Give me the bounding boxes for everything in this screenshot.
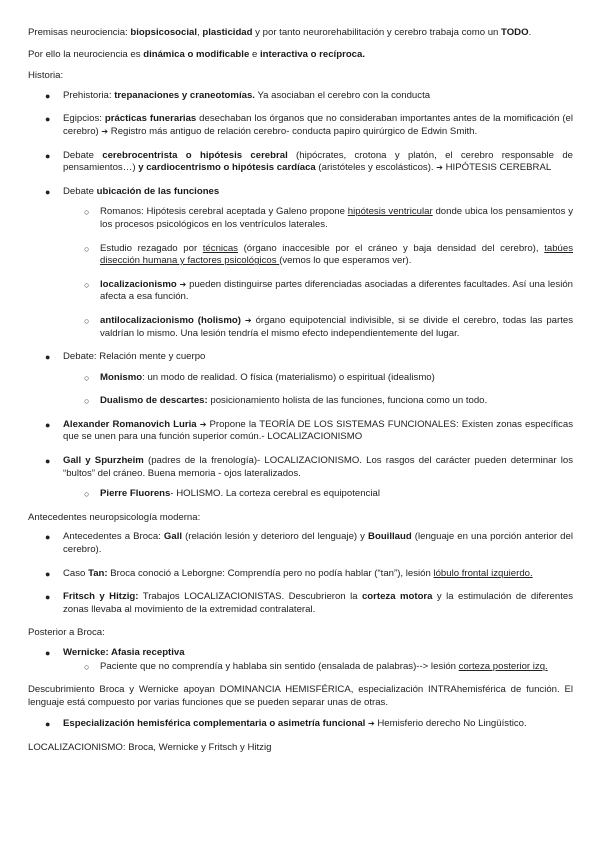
sub-list-item [28, 206, 573, 231]
text: - HOLISMO. La corteza cerebral es equipotencial [170, 488, 380, 500]
text: (lenguaje en una porción anterior del cerebro). [63, 531, 573, 556]
bold-text: interactiva o recíproca. [259, 48, 366, 60]
hollow-bullet-icon: ○ [84, 243, 90, 254]
dominancia-paragraph: Descubrimiento Broca y Wernicke apoyan DOMINANCIA HEMISFÉRICA, especialización INTRAhemisférica de función. El lenguaje está compuesto por varias funciones que se pueden separar unas de otras. [28, 684, 573, 708]
sub-list-item [28, 279, 573, 304]
list-item [28, 150, 573, 175]
bold-text: localizacionismo [100, 278, 180, 290]
text: , [197, 27, 203, 38]
sub-list [28, 488, 573, 501]
bold-text: trepanaciones y craneotomías. [114, 89, 255, 101]
document-page [28, 27, 573, 764]
text: posicionamiento holista de las funciones, funciona como un todo. [207, 395, 488, 407]
text: Debate [63, 185, 97, 197]
text: . [528, 27, 532, 38]
historia-list [28, 90, 573, 501]
text: y por tanto neurorehabilitación y cerebro trabaja como un [252, 27, 502, 38]
bold-text: Alexander Romanovich Luria [63, 418, 200, 430]
hollow-bullet-icon: ○ [84, 396, 90, 407]
bullet-icon: ● [45, 532, 51, 543]
bullet-icon: ● [45, 90, 51, 101]
bold-text: Tan: [88, 567, 108, 579]
underlined-text: corteza posterior izq. [458, 660, 548, 672]
bold-text: prácticas funerarias [104, 113, 197, 125]
text: donde ubica los pensamientos y los procesos psicológicos en los ventrículos laterales. [100, 206, 573, 230]
text: HIPÓTESIS CEREBRAL [442, 162, 552, 174]
bold-text: Gall y Spurzheim [63, 455, 144, 467]
sub-list [28, 372, 573, 408]
sub-list [28, 206, 573, 340]
sub-list-item [28, 661, 573, 674]
posterior-heading: Posterior a Broca: [28, 627, 105, 639]
list-item [28, 718, 573, 731]
hollow-bullet-icon: ○ [84, 489, 90, 500]
text: e [249, 48, 260, 60]
bullet-icon: ● [45, 352, 51, 363]
premisas-paragraph [28, 27, 573, 40]
sub-list-item [28, 372, 573, 385]
arrow-icon: ➔ [199, 419, 207, 429]
hollow-bullet-icon: ○ [84, 279, 90, 290]
text: Ya asociaban el cerebro con la conducta [254, 89, 431, 101]
text: Caso [63, 567, 89, 579]
hollow-bullet-icon: ○ [84, 661, 90, 672]
bold-text: plasticidad [202, 27, 253, 38]
bold-text: Wernicke: Afasia receptiva [63, 647, 185, 658]
text: Estudio rezagado por [100, 242, 203, 254]
list-item [28, 113, 573, 138]
bold-text: TODO [501, 27, 529, 38]
list-item [28, 90, 573, 103]
hollow-bullet-icon: ○ [84, 315, 90, 326]
antecedentes-heading: Antecedentes neuropsicología moderna: [28, 511, 201, 523]
text: (relación lesión y deterioro del lenguaje) y [182, 531, 369, 543]
underlined-text: hipótesis ventricular [347, 206, 433, 218]
bullet-icon: ● [45, 419, 51, 430]
text: (aristóteles y escolásticos). [315, 162, 437, 174]
bold-text: Fritsch y Hitzig: [63, 591, 139, 603]
list-item [28, 351, 573, 408]
bold-text: y cardiocentrismo o hipótesis cardíaca [138, 162, 316, 174]
underlined-text: lóbulo frontal izquierdo. [433, 567, 533, 579]
bullet-icon: ● [45, 150, 51, 161]
bold-text: Monismo [100, 371, 143, 383]
text: Prehistoria: [63, 89, 115, 101]
underlined-text: técnicas [202, 242, 238, 254]
list-item [28, 647, 573, 673]
arrow-icon: ➔ [436, 163, 443, 173]
sub-list-item [28, 395, 573, 408]
list-item [28, 591, 573, 616]
underlined-text: tabúes disección humana y factores psicológicos [100, 242, 573, 267]
text: Egipcios: [63, 113, 105, 125]
text: Paciente que no comprendía y hablaba sin sentido (ensalada de palabras)--> lesión [100, 660, 459, 672]
text: Trabajos LOCALIZACIONISTAS. Descubrieron la [138, 591, 362, 603]
bold-text: ubicación de las funciones [96, 185, 220, 197]
bullet-icon: ● [45, 114, 51, 125]
arrow-icon: ➔ [179, 279, 187, 289]
bold-text: Especialización hemisférica complementaria o asimetría funcional [63, 718, 368, 730]
sub-list-item [28, 488, 573, 501]
bullet-icon: ● [45, 186, 51, 197]
text: : un modo de realidad. O física (materialismo) o espiritual (idealismo) [142, 371, 435, 383]
bullet-icon: ● [45, 648, 51, 658]
posterior-list [28, 647, 573, 673]
bold-text: dinámica o modificable [143, 48, 250, 60]
list-item [28, 186, 573, 340]
bold-text: cerebrocentrista o hipótesis cerebral [102, 149, 288, 161]
localizacionismo-paragraph: LOCALIZACIONISMO: Broca, Wernicke y Fritsch y Hitzig [28, 741, 272, 753]
text: (órgano inaccesible por el cráneo y baja densidad del cerebro), [237, 242, 545, 254]
list-item [28, 455, 573, 501]
bullet-icon: ● [45, 568, 51, 579]
text: Romanos: Hipótesis cerebral aceptada y Galeno propone [100, 206, 348, 218]
list-item [28, 531, 573, 556]
arrow-icon: ➔ [367, 719, 375, 729]
neurociencia-paragraph [28, 49, 573, 62]
sub-list [28, 661, 573, 674]
sub-list-item [28, 243, 573, 268]
bullet-icon: ● [45, 456, 51, 467]
bullet-icon: ● [45, 592, 51, 603]
text: (padres de la frenología)- LOCALIZACIONISMO. Los rasgos del carácter pueden determinar los “bultos” del cráneo. Buena memoria - ojos lateralizados. [63, 455, 573, 479]
hollow-bullet-icon: ○ [84, 207, 90, 218]
arrow-icon: ➔ [244, 315, 252, 325]
text: Por ello la neurociencia es [28, 48, 144, 60]
text: (vemos lo que esperamos ver). [279, 255, 412, 267]
text: Debate [63, 149, 103, 161]
list-item [28, 568, 573, 581]
bold-text: corteza motora [361, 591, 433, 603]
text: Hemisferio derecho No Lingüístico. [374, 718, 527, 730]
text: Propone la TEORÍA DE LOS SISTEMAS FUNCIONALES: Existen zonas específicas que se unen para una función superior común.- LOCALIZACIONISMO [63, 418, 573, 443]
arrow-icon: ➔ [101, 126, 109, 136]
text: Broca conoció a Leborgne: Comprendía pero no podía hablar (“tan”), lesión [107, 567, 434, 579]
hollow-bullet-icon: ○ [84, 372, 90, 383]
text: pueden distinguirse partes diferenciadas asociadas a diferentes facultades. Así una lesión afecta a esa función. [100, 278, 573, 303]
list-item [28, 419, 573, 444]
text: desechaban los órganos que no consideraban importantes antes de la momificación (el cerebro) [63, 113, 574, 137]
text: Antecedentes a Broca: [63, 531, 164, 543]
text: Premisas neurociencia: [28, 27, 131, 38]
bold-text: Pierre Fluorens [100, 488, 171, 500]
text: Debate: Relación mente y cuerpo [63, 351, 206, 363]
text: y la estimulación de diferentes zonas llevaba al movimiento de la extremidad contralateral. [63, 591, 573, 615]
bold-text: Bouillaud [368, 531, 412, 543]
bold-text: biopsicosocial [130, 27, 198, 38]
antecedentes-list [28, 531, 573, 616]
bold-text: antilocalizacionismo (holismo) [100, 314, 245, 326]
text: órgano equipotencial indivisible, si se divide el cerebro, todas las partes valdrían lo mismo. Una lesión tendría el mismo efecto independientemente del lugar. [100, 314, 574, 339]
bold-text: Dualismo de descartes: [100, 395, 208, 407]
sub-list-item [28, 315, 573, 340]
historia-heading: Historia: [28, 70, 64, 82]
bold-text: Gall [163, 531, 183, 543]
text: (hipócrates, crotona y platón, el cerebro responsable de pensamientos…) [63, 149, 573, 174]
bullet-icon: ● [45, 719, 51, 730]
text: Registro más antiguo de relación cerebro- conducta papiro quirúrgico de Edwin Smith. [108, 125, 478, 137]
